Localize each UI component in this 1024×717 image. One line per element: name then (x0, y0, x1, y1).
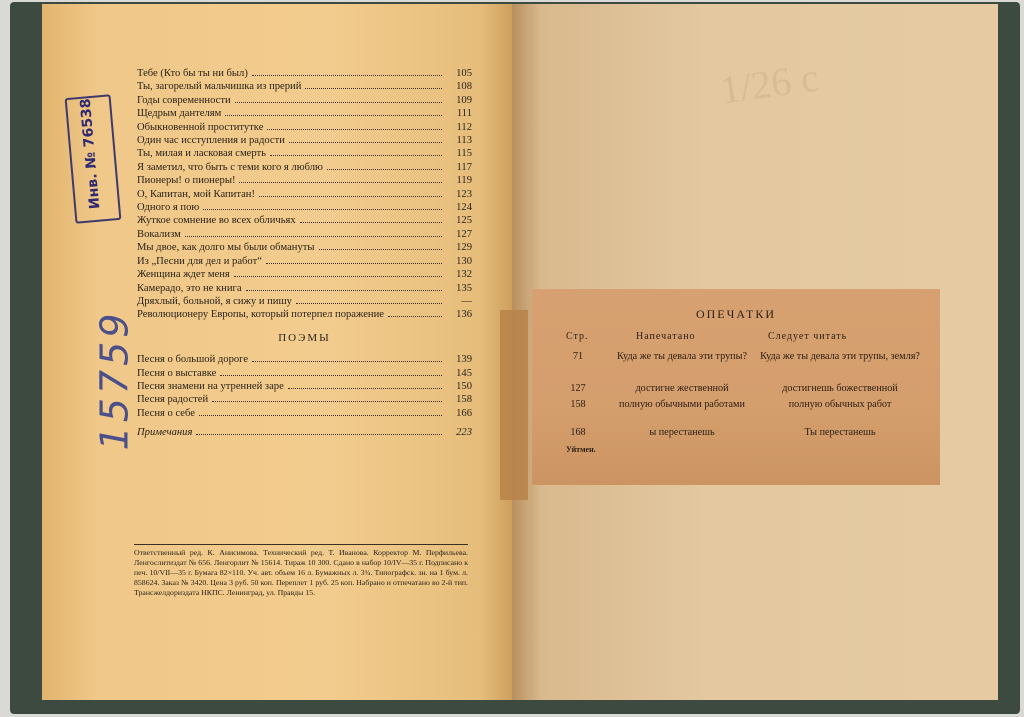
errata-cell-page: 168 (570, 427, 586, 438)
leader-dots (225, 114, 442, 116)
toc-entry (137, 295, 472, 308)
toc-entry (137, 367, 472, 380)
toc-entry-page: — (461, 295, 472, 307)
errata-slip (532, 289, 940, 485)
toc-entry-title: Обыкновенной проститутке (137, 121, 264, 133)
toc-entry-page: 112 (456, 121, 472, 133)
toc-entry-title: Песня о себе (137, 407, 195, 419)
leader-dots (252, 360, 442, 362)
toc-entry-title: Мы двое, как долго мы были обмануты (137, 242, 315, 254)
toc-entry (137, 188, 472, 201)
leader-dots (305, 87, 442, 89)
toc-entry (137, 268, 472, 281)
toc-entry-page: 158 (456, 394, 472, 406)
leader-dots (388, 315, 442, 317)
toc-entry-title: Песня о выставке (137, 367, 217, 379)
errata-header-should-read: Следует читать (768, 331, 848, 342)
toc-entry-page: 115 (456, 148, 472, 160)
toc-entry-title: О, Капитан, мой Капитан! (137, 188, 256, 200)
toc-entry (137, 380, 472, 393)
toc-entry (137, 353, 472, 366)
toc-entry-page: 136 (456, 309, 472, 321)
toc-entry-title: Жуткое сомнение во всех обличьях (137, 215, 296, 227)
toc-entry-title: Ты, милая и ласковая смерть (137, 148, 266, 160)
toc-entry (137, 308, 472, 321)
toc-entry-page: 130 (456, 255, 472, 267)
toc-entry-page: 145 (456, 367, 472, 379)
leader-dots (239, 181, 442, 183)
toc-entry-page: 166 (456, 407, 472, 419)
leader-dots (246, 289, 442, 291)
leader-dots (288, 387, 442, 389)
toc-entry (137, 201, 472, 214)
toc-entry-page: 129 (456, 242, 472, 254)
leader-dots (252, 74, 442, 76)
errata-signature: Уйтмен. (566, 445, 596, 454)
errata-cell-page: 127 (570, 383, 586, 394)
toc-entry-page: 139 (456, 354, 472, 366)
leader-dots (203, 208, 442, 210)
leader-dots (327, 168, 442, 170)
leader-dots (212, 400, 442, 402)
leader-dots (220, 374, 442, 376)
toc-entry-title: Песня знамени на утренней заре (137, 380, 284, 392)
toc-entry (137, 67, 472, 80)
errata-cell-page: 158 (570, 399, 586, 410)
toc-entry-title: Революционеру Европы, который потерпел поражение (137, 309, 384, 321)
toc-entry-page: 123 (456, 188, 472, 200)
toc-entry (137, 80, 472, 93)
errata-cell-printed: достигне жественной (635, 383, 729, 394)
imprint-block: Ответственный ред. К. Анисимова. Технический ред. Т. Иванова. Корректор М. Перфильева. Ленгослитиздат № 656. Ленгорлит № 15614. Тираж 10 300. Сдано в набор 10/IV—35 г. Подписано к печ. 10/VII—35 г. Бумага 82×110. Уч. авт. объем 16 л. Бумажных л. 3¾. Типографск. зн. на 1 бум. л. 858624. Заказ № 3420. Цена 3 руб. 50 коп. Переплет 1 руб. 25 коп. Набрано и отпечатано во 2-й тип. Трансжелдориздата НКПС. Ленинград, ул. Правды 15. (134, 544, 468, 598)
leader-dots (234, 275, 442, 277)
toc-entry (137, 94, 472, 107)
toc-entry-page: 113 (456, 135, 472, 147)
binding-strip (500, 310, 528, 500)
toc-entry-page: 117 (456, 161, 472, 173)
toc-entry (137, 407, 472, 420)
leader-dots (267, 128, 442, 130)
toc-notes-entry (137, 426, 472, 439)
toc-entry (137, 107, 472, 120)
toc-entry (137, 393, 472, 406)
toc-entry (137, 228, 472, 241)
leader-dots (259, 195, 442, 197)
toc-entry-title: Пионеры! о пионеры! (137, 175, 236, 187)
leader-dots (319, 248, 443, 250)
toc-entry-page: 150 (456, 380, 472, 392)
errata-cell-printed: Куда же ты девала эти трупы? (617, 351, 747, 362)
errata-header-page: Стр. (566, 331, 589, 342)
toc-entry-page: 111 (456, 108, 472, 120)
toc-entry-page: 108 (456, 81, 472, 93)
toc-entry-title: Примечания (137, 427, 193, 439)
errata-header-printed: Напечатано (636, 331, 696, 342)
errata-cell-printed: полную обычными работами (619, 399, 745, 410)
toc-entry-title: Дряхлый, больной, я сижу и пишу (137, 295, 292, 307)
toc-entry-page: 135 (456, 282, 472, 294)
leader-dots (296, 302, 442, 304)
toc-entry-title: Камерадо, это не книга (137, 282, 242, 294)
leader-dots (300, 221, 442, 223)
toc-entry-page: 132 (456, 269, 472, 281)
leader-dots (289, 141, 442, 143)
leader-dots (185, 235, 442, 237)
toc-entry-title: Годы современности (137, 94, 231, 106)
toc-entry-title: Песня о большой дороге (137, 354, 249, 366)
toc-entry (137, 241, 472, 254)
leader-dots (199, 414, 442, 416)
stamp-text: Инв. № 76538 (77, 97, 104, 210)
table-of-contents (137, 67, 472, 440)
toc-entry-title: Женщина ждет меня (137, 269, 230, 281)
leader-dots (235, 101, 442, 103)
toc-entry-title: Из „Песни для дел и работ“ (137, 255, 262, 267)
errata-cell-page: 71 (572, 351, 584, 362)
toc-entry (137, 134, 472, 147)
errata-cell-printed: ы перестанешь (649, 427, 715, 438)
errata-cell-should-read: Куда же ты девала эти трупы, земля? (760, 351, 920, 362)
toc-entry (137, 214, 472, 227)
toc-entry (137, 282, 472, 295)
leader-dots (266, 262, 442, 264)
leader-dots (270, 154, 442, 156)
toc-entry (137, 161, 472, 174)
toc-entry-title: Щедрым дантелям (137, 108, 222, 120)
toc-entry-page: 124 (456, 202, 472, 214)
errata-cell-should-read: Ты перестанешь (804, 427, 876, 438)
toc-entry (137, 255, 472, 268)
toc-entry-title: Ты, загорелый мальчишка из прерий (137, 81, 302, 93)
errata-title: ОПЕЧАТКИ (695, 307, 777, 321)
toc-entry (137, 174, 472, 187)
faint-pencil-mark: 1/26 с (717, 54, 822, 113)
toc-entry-title: Одного я пою (137, 202, 200, 214)
section-title: ПОЭМЫ (278, 331, 331, 344)
toc-entry-page: 119 (456, 175, 472, 187)
toc-entry-title: Песня радостей (137, 394, 209, 406)
toc-entry-title: Один час исступления и радости (137, 135, 285, 147)
toc-entry-page: 223 (456, 427, 472, 439)
toc-entry (137, 147, 472, 160)
toc-entry-page: 105 (456, 68, 472, 79)
toc-entry-page: 125 (456, 215, 472, 227)
toc-entry (137, 121, 472, 134)
toc-entry-page: 109 (456, 94, 472, 106)
toc-entry-title: Вокализм (137, 228, 181, 240)
errata-cell-should-read: достигнешь божественной (782, 383, 898, 394)
toc-entry-title: Тебе (Кто бы ты ни был) (137, 68, 248, 79)
toc-entry-page: 127 (456, 228, 472, 240)
errata-cell-should-read: полную обычных работ (788, 399, 892, 410)
handwritten-number: 15759 (92, 309, 137, 451)
leader-dots (196, 433, 442, 435)
toc-entry-title: Я заметил, что быть с теми кого я люблю (137, 161, 323, 173)
